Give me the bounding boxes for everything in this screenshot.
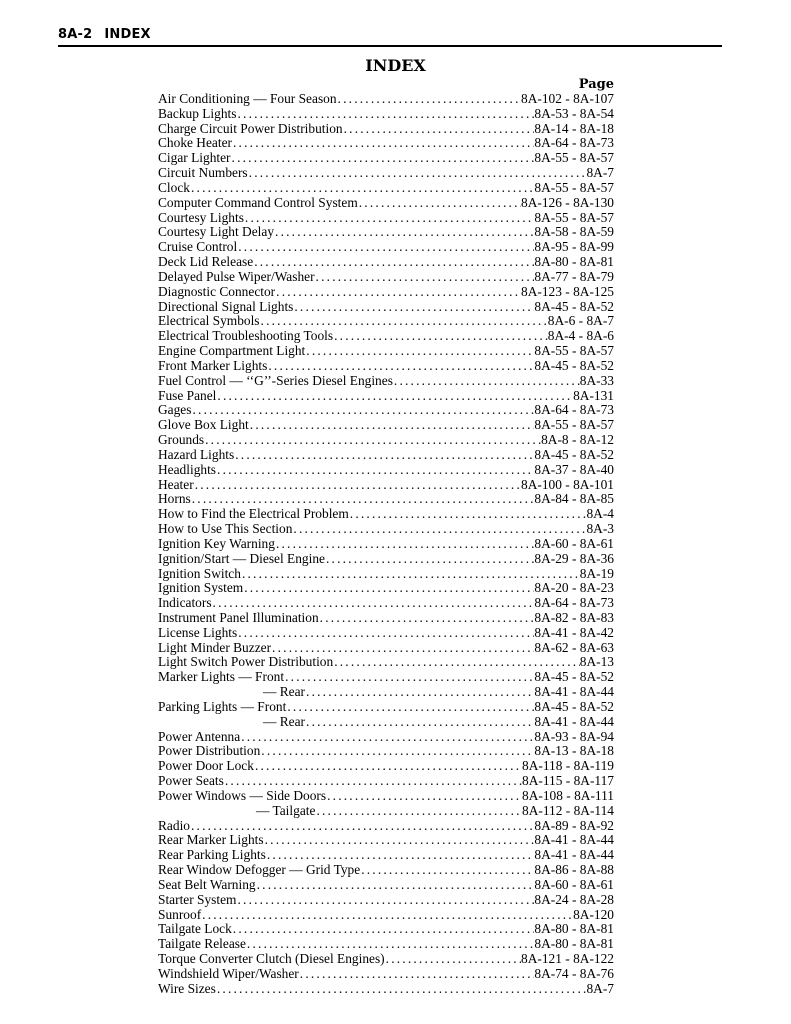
index-entry: [158, 300, 614, 315]
entry-page-ref: 8A-60 - 8A-61: [534, 876, 614, 892]
entry-page-ref: 8A-131: [573, 387, 614, 403]
index-entry: [158, 107, 614, 122]
entry-page-ref: 8A-84 - 8A-85: [534, 491, 614, 507]
index-entry: [158, 240, 614, 255]
entry-label: Backup Lights: [158, 105, 237, 121]
entry-label: Light Minder Buzzer: [158, 639, 272, 655]
entry-label: Ignition Key Warning: [158, 535, 275, 551]
entry-label: Delayed Pulse Wiper/Washer: [158, 268, 315, 284]
entry-page-ref: 8A-20 - 8A-23: [534, 580, 614, 596]
index-entry: [158, 982, 614, 997]
entry-page-ref: 8A-126 - 8A-130: [521, 194, 614, 210]
index-entry: [158, 433, 614, 448]
entry-page-ref: 8A-55 - 8A-57: [534, 150, 614, 166]
entry-label: How to Use This Section: [158, 521, 293, 537]
index-entry: [158, 878, 614, 893]
dot-leader: [231, 151, 535, 166]
index-entry: [158, 804, 614, 819]
entry-page-ref: 8A-13 - 8A-18: [534, 743, 614, 759]
entry-label: License Lights: [158, 624, 238, 640]
entry-label: Power Antenna: [158, 728, 241, 744]
dot-leader: [236, 107, 534, 122]
entry-page-ref: 8A-80 - 8A-81: [534, 254, 614, 270]
dot-leader: [240, 730, 534, 745]
index-entry: [158, 374, 614, 389]
index-entry: [158, 255, 614, 270]
entry-label: Gages: [158, 402, 192, 418]
entry-page-ref: 8A-58 - 8A-59: [534, 224, 614, 240]
dot-leader: [264, 833, 535, 848]
entry-page-ref: 8A-6 - 8A-7: [547, 313, 614, 329]
entry-label: — Tailgate: [256, 802, 316, 818]
dot-leader: [201, 908, 573, 923]
index-entry: [158, 122, 614, 137]
entry-label: Directional Signal Lights: [158, 298, 294, 314]
entry-label: Power Door Lock: [158, 758, 254, 774]
index-entry: [158, 626, 614, 641]
entry-label: Cruise Control: [158, 239, 238, 255]
dot-leader: [333, 329, 548, 344]
index-entry: [158, 225, 614, 240]
entry-label: Hazard Lights: [158, 446, 235, 462]
dot-leader: [234, 448, 534, 463]
dot-leader: [299, 967, 535, 982]
entry-page-ref: 8A-24 - 8A-28: [534, 891, 614, 907]
dot-leader: [315, 270, 535, 285]
index-entry: [158, 952, 614, 967]
entry-page-ref: 8A-33: [579, 372, 614, 388]
dot-leader: [256, 878, 535, 893]
entry-page-ref: 8A-4 - 8A-6: [547, 328, 614, 344]
entry-page-ref: 8A-89 - 8A-92: [534, 817, 614, 833]
entry-label: Rear Window Defogger — Grid Type: [158, 862, 361, 878]
entry-label: Light Switch Power Distribution: [158, 654, 334, 670]
entry-page-ref: 8A-64 - 8A-73: [534, 402, 614, 418]
dot-leader: [275, 285, 521, 300]
entry-label: Ignition Switch: [158, 565, 241, 581]
index-entry: [158, 937, 614, 952]
index-entry: [158, 641, 614, 656]
dot-leader: [246, 937, 534, 952]
dot-leader: [191, 492, 535, 507]
entry-label: Rear Parking Lights: [158, 847, 266, 863]
index-entry: [158, 196, 614, 211]
index-entry: [158, 774, 614, 789]
dot-leader: [393, 374, 580, 389]
dot-leader: [216, 463, 534, 478]
index-entry: [158, 181, 614, 196]
entry-label: Deck Lid Release: [158, 254, 254, 270]
dot-leader: [190, 181, 534, 196]
entry-page-ref: 8A-95 - 8A-99: [534, 239, 614, 255]
entry-label: Power Distribution: [158, 743, 261, 759]
index-entry: [158, 478, 614, 493]
section-name: INDEX: [104, 27, 151, 42]
dot-leader: [325, 552, 534, 567]
entry-label: Torque Converter Clutch (Diesel Engines): [158, 951, 385, 967]
dot-leader: [284, 670, 534, 685]
page-title: INDEX: [365, 56, 426, 75]
index-entry: [158, 344, 614, 359]
entry-page-ref: 8A-19: [579, 565, 614, 581]
entry-label: Ignition System: [158, 580, 244, 596]
entry-page-ref: 8A-3: [586, 521, 614, 537]
entry-page-ref: 8A-13: [579, 654, 614, 670]
entry-label: Choke Heater: [158, 135, 232, 151]
entry-label: Power Windows — Side Doors: [158, 787, 327, 803]
dot-leader: [343, 122, 535, 137]
entry-label: Clock: [158, 179, 190, 195]
entry-page-ref: 8A-121 - 8A-122: [521, 951, 614, 967]
index-entry: [158, 893, 614, 908]
entry-label: Courtesy Lights: [158, 209, 244, 225]
dot-leader: [191, 403, 534, 418]
dot-leader: [194, 478, 521, 493]
entry-page-ref: 8A-45 - 8A-52: [534, 298, 614, 314]
entry-page-ref: 8A-115 - 8A-117: [522, 773, 614, 789]
entry-page-ref: 8A-41 - 8A-44: [534, 684, 614, 700]
entry-label: Ignition/Start — Diesel Engine: [158, 550, 325, 566]
index-entry: [158, 700, 614, 715]
entry-page-ref: 8A-7: [586, 165, 614, 181]
dot-leader: [212, 596, 535, 611]
entry-page-ref: 8A-100 - 8A-101: [521, 476, 614, 492]
index-entry: [158, 329, 614, 344]
dot-leader: [224, 774, 522, 789]
dot-leader: [319, 611, 535, 626]
dot-leader: [243, 581, 534, 596]
index-entry: [158, 211, 614, 226]
entry-label: Fuse Panel: [158, 387, 217, 403]
index-entry: [158, 596, 614, 611]
index-entry: [158, 567, 614, 582]
entry-page-ref: 8A-112 - 8A-114: [522, 802, 614, 818]
entry-page-ref: 8A-14 - 8A-18: [534, 120, 614, 136]
entry-page-ref: 8A-45 - 8A-52: [534, 357, 614, 373]
index-entry: [158, 537, 614, 552]
dot-leader: [254, 759, 522, 774]
index-entry: [158, 863, 614, 878]
index-entry: [158, 136, 614, 151]
entry-page-ref: 8A-123 - 8A-125: [521, 283, 614, 299]
dot-leader: [349, 507, 587, 522]
index-entry: [158, 581, 614, 596]
index-entry: [158, 908, 614, 923]
index-entry: [158, 507, 614, 522]
entry-page-ref: 8A-55 - 8A-57: [534, 343, 614, 359]
dot-leader: [253, 255, 534, 270]
index-entry: [158, 448, 614, 463]
entry-label: Power Seats: [158, 773, 224, 789]
entry-label: Radio: [158, 817, 190, 833]
entry-page-ref: 8A-118 - 8A-119: [522, 758, 614, 774]
page-column-label: Page: [578, 77, 614, 92]
entry-page-ref: 8A-45 - 8A-52: [534, 669, 614, 685]
index-entry: [158, 789, 614, 804]
dot-leader: [236, 893, 534, 908]
dot-leader: [385, 952, 521, 967]
dot-leader: [305, 344, 534, 359]
entry-page-ref: 8A-4: [586, 506, 614, 522]
index-entry: [158, 655, 614, 670]
index-entry: [158, 492, 614, 507]
dot-leader: [358, 196, 521, 211]
dot-leader: [266, 848, 535, 863]
dot-leader: [267, 359, 534, 374]
index-entry: [158, 285, 614, 300]
dot-leader: [286, 700, 534, 715]
index-entry: [158, 166, 614, 181]
entry-page-ref: 8A-74 - 8A-76: [534, 965, 614, 981]
entry-label: Courtesy Light Delay: [158, 224, 275, 240]
dot-leader: [237, 626, 534, 641]
index-entry: [158, 685, 614, 700]
index-entry: [158, 611, 614, 626]
entry-page-ref: 8A-93 - 8A-94: [534, 728, 614, 744]
index-entry: [158, 552, 614, 567]
entry-page-ref: 8A-108 - 8A-111: [522, 787, 614, 803]
index-entry: [158, 715, 614, 730]
entry-label: Instrument Panel Illumination: [158, 609, 319, 625]
entry-page-ref: 8A-55 - 8A-57: [534, 209, 614, 225]
dot-leader: [232, 136, 534, 151]
entry-page-ref: 8A-80 - 8A-81: [534, 936, 614, 952]
dot-leader: [305, 685, 534, 700]
index-entry: [158, 403, 614, 418]
entry-page-ref: 8A-8 - 8A-12: [541, 432, 614, 448]
dot-leader: [292, 522, 586, 537]
section-number: 8A-2: [58, 27, 93, 42]
dot-leader: [260, 314, 548, 329]
entry-label: Grounds: [158, 432, 205, 448]
dot-leader: [271, 641, 534, 656]
entry-label: — Rear: [263, 713, 306, 729]
index-entry: [158, 151, 614, 166]
entry-page-ref: 8A-64 - 8A-73: [534, 135, 614, 151]
entry-page-ref: 8A-45 - 8A-52: [534, 698, 614, 714]
dot-leader: [315, 804, 522, 819]
index-entry: [158, 359, 614, 374]
index-entry: [158, 848, 614, 863]
entry-label: Rear Marker Lights: [158, 832, 264, 848]
entry-label: Headlights: [158, 461, 217, 477]
index-entry: [158, 522, 614, 537]
entry-label: Fuel Control — ‘‘G’’-Series Diesel Engines: [158, 372, 393, 388]
entry-label: Diagnostic Connector: [158, 283, 276, 299]
entry-page-ref: 8A-77 - 8A-79: [534, 268, 614, 284]
dot-leader: [248, 166, 587, 181]
index-entry: [158, 314, 614, 329]
header-rule: [58, 45, 722, 47]
entry-page-ref: 8A-29 - 8A-36: [534, 550, 614, 566]
entry-page-ref: 8A-64 - 8A-73: [534, 595, 614, 611]
entry-page-ref: 8A-55 - 8A-57: [534, 417, 614, 433]
dot-leader: [237, 240, 534, 255]
entry-page-ref: 8A-41 - 8A-44: [534, 832, 614, 848]
dot-leader: [204, 433, 541, 448]
index-entry: [158, 744, 614, 759]
entry-page-ref: 8A-102 - 8A-107: [521, 91, 614, 106]
entry-page-ref: 8A-41 - 8A-44: [534, 847, 614, 863]
index-entry: [158, 92, 614, 107]
entry-label: Glove Box Light: [158, 417, 249, 433]
entry-label: Electrical Troubleshooting Tools: [158, 328, 334, 344]
entry-page-ref: 8A-55 - 8A-57: [534, 179, 614, 195]
dot-leader: [333, 655, 580, 670]
dot-leader: [232, 922, 535, 937]
entry-page-ref: 8A-120: [573, 906, 614, 922]
entry-label: Marker Lights — Front: [158, 669, 285, 685]
dot-leader: [244, 211, 534, 226]
entry-label: Horns: [158, 491, 191, 507]
dot-leader: [293, 300, 534, 315]
entry-label: — Rear: [263, 684, 306, 700]
entry-label: Cigar Lighter: [158, 150, 231, 166]
index-entry: [158, 922, 614, 937]
index-entry: [158, 463, 614, 478]
entry-page-ref: 8A-37 - 8A-40: [534, 461, 614, 477]
dot-leader: [190, 819, 534, 834]
dot-leader: [216, 982, 587, 997]
index-entry: [158, 759, 614, 774]
entry-label: Computer Command Control System: [158, 194, 358, 210]
entry-page-ref: 8A-62 - 8A-63: [534, 639, 614, 655]
entry-page-ref: 8A-41 - 8A-44: [534, 713, 614, 729]
dot-leader: [241, 567, 580, 582]
dot-leader: [260, 744, 534, 759]
index-entry: [158, 833, 614, 848]
entry-label: Parking Lights — Front: [158, 698, 287, 714]
index-entry: [158, 389, 614, 404]
entry-page-ref: 8A-41 - 8A-42: [534, 624, 614, 640]
entry-page-ref: 8A-80 - 8A-81: [534, 921, 614, 937]
entry-page-ref: 8A-7: [586, 980, 614, 996]
index-entry: [158, 270, 614, 285]
entry-label: Engine Compartment Light: [158, 343, 306, 359]
dot-leader: [216, 389, 573, 404]
dot-leader: [326, 789, 522, 804]
entry-label: Tailgate Lock: [158, 921, 232, 937]
entry-page-ref: 8A-60 - 8A-61: [534, 535, 614, 551]
entry-label: Seat Belt Warning: [158, 876, 256, 892]
entry-label: Starter System: [158, 891, 237, 907]
entry-label: Front Marker Lights: [158, 357, 268, 373]
dot-leader: [274, 225, 534, 240]
entry-label: Charge Circuit Power Distribution: [158, 120, 343, 136]
entry-label: Wire Sizes: [158, 980, 216, 996]
page-header: [58, 27, 151, 42]
dot-leader: [275, 537, 534, 552]
entry-label: Air Conditioning — Four Season: [158, 91, 337, 106]
entry-page-ref: 8A-53 - 8A-54: [534, 105, 614, 121]
entry-label: Tailgate Release: [158, 936, 246, 952]
dot-leader: [305, 715, 534, 730]
entry-label: Electrical Symbols: [158, 313, 260, 329]
entry-label: How to Find the Electrical Problem: [158, 506, 349, 522]
dot-leader: [360, 863, 534, 878]
entry-page-ref: 8A-86 - 8A-88: [534, 862, 614, 878]
entry-label: Circuit Numbers: [158, 165, 248, 181]
index-entry: [158, 418, 614, 433]
entry-label: Heater: [158, 476, 194, 492]
index-list: [158, 92, 614, 997]
entry-page-ref: 8A-82 - 8A-83: [534, 609, 614, 625]
index-entry: [158, 670, 614, 685]
index-entry: [158, 819, 614, 834]
entry-label: Sunroof: [158, 906, 202, 922]
entry-page-ref: 8A-45 - 8A-52: [534, 446, 614, 462]
dot-leader: [249, 418, 535, 433]
entry-label: Windshield Wiper/Washer: [158, 965, 299, 981]
entry-label: Indicators: [158, 595, 212, 611]
index-entry: [158, 967, 614, 982]
index-entry: [158, 730, 614, 745]
dot-leader: [337, 92, 521, 107]
